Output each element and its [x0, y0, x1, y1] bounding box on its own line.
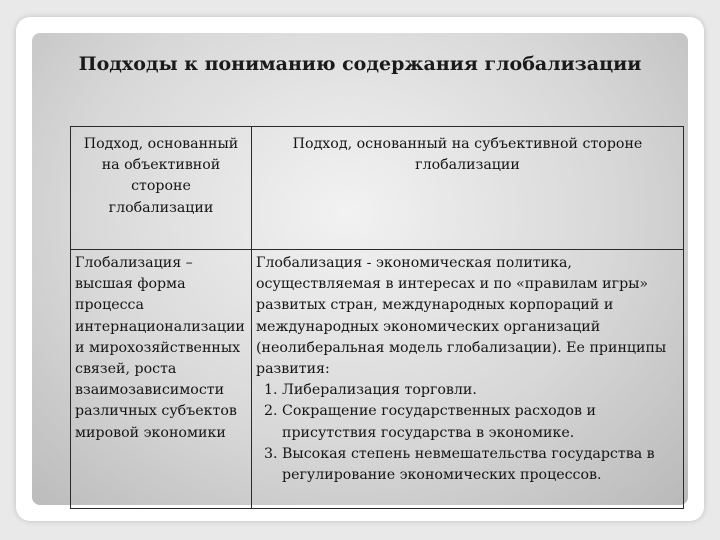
principles-list — [256, 380, 679, 486]
principle-item: 1. Либерализация торговли. — [282, 380, 679, 401]
slide-frame — [16, 17, 704, 521]
cell-subjective — [252, 250, 684, 509]
cell-objective: Глобализация – высшая форма процесса интернационализации и мирохозяйственных связей, роста взаимозависимости различных субъектов мировой экономики — [71, 250, 252, 509]
table-row — [71, 250, 684, 509]
principle-item: 2. Сокращение государственных расходов и присутствия государства в экономике. — [282, 401, 679, 443]
principle-item: 3. Высокая степень невмешательства государства в регулирование экономических процессов. — [282, 444, 679, 486]
header-subjective: Подход, основанный на субъективной стороне глобализации — [252, 127, 684, 250]
slide-content — [32, 33, 688, 505]
header-objective: Подход, основанный на объективной стороне глобализации — [71, 127, 252, 250]
subjective-intro: Глобализация - экономическая политика, осуществляемая в интересах и по «правилам игры» развитых стран, международных корпораций и международных экономических организаций (неолиберальная модель глобализации). Ее принципы развития: — [256, 255, 667, 378]
table-header-row — [71, 127, 684, 250]
approaches-table — [70, 126, 684, 509]
slide-title: Подходы к пониманию содержания глобализации — [78, 53, 642, 75]
